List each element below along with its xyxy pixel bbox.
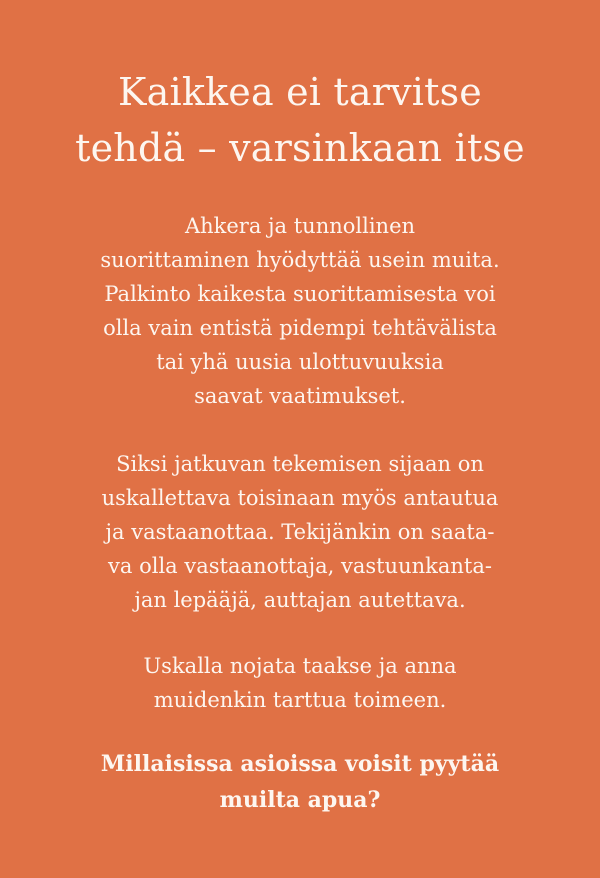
text-line: va olla vastaanottaja, vastuunkanta- — [108, 554, 492, 578]
text-line: Palkinto kaikesta suorittamisesta voi — [104, 282, 496, 306]
paragraph-intro — [40, 209, 560, 413]
text-line: ja vastaanottaa. Tekijänkin on saata- — [105, 520, 495, 544]
text-line: jan lepääjä, auttajan autettava. — [134, 588, 466, 612]
text-line: suorittaminen hyödyttää usein muita. — [100, 248, 500, 272]
question-line: Millaisissa asioissa voisit pyytää — [100, 751, 500, 777]
text-line: Siksi jatkuvan tekemisen sijaan on — [116, 452, 484, 476]
text-line: muidenkin tarttua toimeen. — [153, 688, 447, 712]
page-title — [0, 64, 600, 176]
title-line: tehdä – varsinkaan itse — [75, 126, 525, 170]
paragraph-receive — [40, 447, 560, 617]
reflection-question — [40, 746, 560, 818]
text-line: Uskalla nojata taakse ja anna — [143, 654, 457, 678]
text-line: olla vain entistä pidempi tehtävälista — [103, 316, 497, 340]
question-line: muilta apua? — [219, 787, 381, 813]
paragraph-lean-back — [40, 649, 560, 717]
title-line: Kaikkea ei tarvitse — [118, 70, 482, 114]
text-line: tai yhä uusia ulottuvuuksia — [156, 350, 444, 374]
text-line: saavat vaatimukset. — [194, 384, 406, 408]
text-line: Ahkera ja tunnollinen — [184, 214, 416, 238]
text-line: uskallettava toisinaan myös antautua — [101, 486, 499, 510]
